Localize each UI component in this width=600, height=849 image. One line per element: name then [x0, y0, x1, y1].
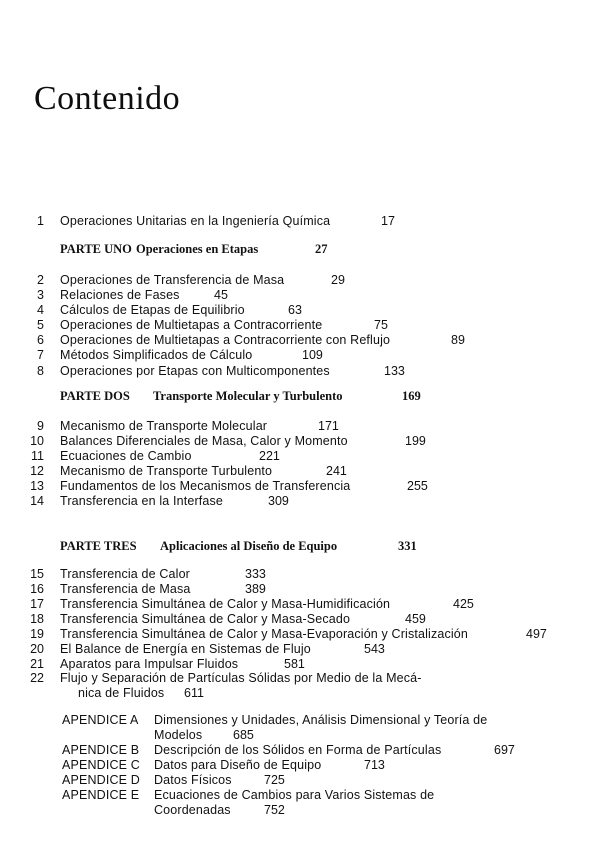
- chapter-title: Transferencia de Calor: [60, 567, 190, 581]
- chapter-title: Mecanismo de Transporte Turbulento: [60, 464, 273, 478]
- chapter-number: 1: [37, 214, 44, 228]
- chapter-title: Métodos Simplificados de Cálculo: [60, 348, 253, 362]
- appendix-title: Dimensiones y Unidades, Análisis Dimensional y Teoría de: [154, 713, 488, 727]
- appendix-label: APENDICE C: [62, 758, 140, 772]
- page-number: 109: [302, 348, 323, 362]
- chapter-number: 16: [30, 582, 44, 596]
- page-number: 133: [384, 364, 405, 378]
- page-number: 63: [288, 303, 302, 317]
- page-number: 75: [374, 318, 388, 332]
- chapter-number: 13: [30, 479, 44, 493]
- part-label: PARTE UNO: [60, 242, 132, 256]
- chapter-title: Ecuaciones de Cambio: [60, 449, 192, 463]
- appendix-label: APENDICE D: [62, 773, 140, 787]
- chapter-number: 14: [30, 494, 44, 508]
- part-page-number: 331: [398, 539, 417, 553]
- appendix-title: Datos Físicos: [154, 773, 232, 787]
- chapter-number: 8: [37, 364, 44, 378]
- chapter-number: 17: [30, 597, 44, 611]
- page-number: 29: [331, 273, 345, 287]
- chapter-title: Operaciones de Transferencia de Masa: [60, 273, 285, 287]
- chapter-title: El Balance de Energía en Sistemas de Flujo: [60, 642, 311, 656]
- chapter-number: 22: [30, 671, 44, 685]
- appendix-title: Datos para Diseño de Equipo: [154, 758, 322, 772]
- chapter-title: Relaciones de Fases: [60, 288, 180, 302]
- page-number: 543: [364, 642, 385, 656]
- chapter-number: 19: [30, 627, 44, 641]
- page-number: 309: [268, 494, 289, 508]
- chapter-title: Cálculos de Etapas de Equilibrio: [60, 303, 245, 317]
- page-number: 685: [233, 728, 254, 742]
- appendix-title-continuation: Coordenadas: [154, 803, 231, 817]
- chapter-title: Aparatos para Impulsar Fluidos: [60, 657, 239, 671]
- chapter-number: 7: [37, 348, 44, 362]
- page-number: 333: [245, 567, 266, 581]
- part-title: Aplicaciones al Diseño de Equipo: [160, 539, 338, 553]
- chapter-title: Transferencia Simultánea de Calor y Masa-Secado: [60, 612, 351, 626]
- page-number: 17: [381, 214, 395, 228]
- chapter-title: Balances Diferenciales de Masa, Calor y Momento: [60, 434, 348, 448]
- chapter-title: Flujo y Separación de Partículas Sólidas por Medio de la Mecá-: [60, 671, 422, 685]
- chapter-number: 10: [30, 434, 44, 448]
- chapter-number: 11: [31, 449, 44, 463]
- chapter-title: Operaciones de Multietapas a Contracorriente con Reflujo: [60, 333, 391, 347]
- appendix-label: APENDICE E: [62, 788, 140, 802]
- chapter-number: 9: [37, 419, 44, 433]
- chapter-number: 20: [30, 642, 44, 656]
- part-title: Transporte Molecular y Turbulento: [153, 389, 343, 403]
- page-number: 389: [245, 582, 266, 596]
- page-number: 241: [326, 464, 347, 478]
- appendix-label: APENDICE B: [62, 743, 140, 757]
- chapter-title: Transferencia Simultánea de Calor y Masa-Evaporación y Cristalización: [60, 627, 468, 641]
- page-number: 581: [284, 657, 305, 671]
- appendix-title: Ecuaciones de Cambios para Varios Sistemas de: [154, 788, 435, 802]
- part-label: PARTE DOS: [60, 389, 130, 403]
- chapter-title: Operaciones por Etapas con Multicomponentes: [60, 364, 330, 378]
- page-number: 725: [264, 773, 285, 787]
- part-page-number: 27: [315, 242, 328, 256]
- page-number: 199: [405, 434, 426, 448]
- appendix-title-continuation: Modelos: [154, 728, 203, 742]
- page-number: 497: [526, 627, 547, 641]
- appendix-label: APENDICE A: [62, 713, 139, 727]
- chapter-number: 5: [37, 318, 44, 332]
- chapter-number: 12: [30, 464, 44, 478]
- part-title: Operaciones en Etapas: [136, 242, 259, 256]
- chapter-number: 3: [37, 288, 44, 302]
- chapter-title: Operaciones de Multietapas a Contracorriente: [60, 318, 323, 332]
- chapter-number: 6: [37, 333, 44, 347]
- page-number: 611: [184, 686, 204, 700]
- chapter-title: Transferencia en la Interfase: [60, 494, 223, 508]
- page-number: 752: [264, 803, 285, 817]
- chapter-number: 18: [30, 612, 44, 626]
- chapter-title: Operaciones Unitarias en la Ingeniería Química: [60, 214, 331, 228]
- chapter-number: 2: [37, 273, 44, 287]
- part-label: PARTE TRES: [60, 539, 137, 553]
- page-number: 425: [453, 597, 474, 611]
- page-number: 45: [214, 288, 228, 302]
- part-page-number: 169: [402, 389, 421, 403]
- chapter-number: 15: [30, 567, 44, 581]
- page-title: Contenido: [34, 80, 181, 117]
- chapter-title-continuation: nica de Fluidos: [78, 686, 165, 700]
- appendix-title: Descripción de los Sólidos en Forma de Partículas: [154, 743, 442, 757]
- chapter-number: 4: [37, 303, 44, 317]
- chapter-title: Fundamentos de los Mecanismos de Transferencia: [60, 479, 351, 493]
- chapter-title: Mecanismo de Transporte Molecular: [60, 419, 268, 433]
- page-number: 459: [405, 612, 426, 626]
- chapter-number: 21: [30, 657, 44, 671]
- page-number: 255: [407, 479, 428, 493]
- page-number: 171: [318, 419, 339, 433]
- chapter-title: Transferencia de Masa: [60, 582, 191, 596]
- page-number: 221: [259, 449, 280, 463]
- page-number: 697: [494, 743, 515, 757]
- page-number: 89: [451, 333, 465, 347]
- chapter-title: Transferencia Simultánea de Calor y Masa-Humidificación: [60, 597, 391, 611]
- page-number: 713: [364, 758, 385, 772]
